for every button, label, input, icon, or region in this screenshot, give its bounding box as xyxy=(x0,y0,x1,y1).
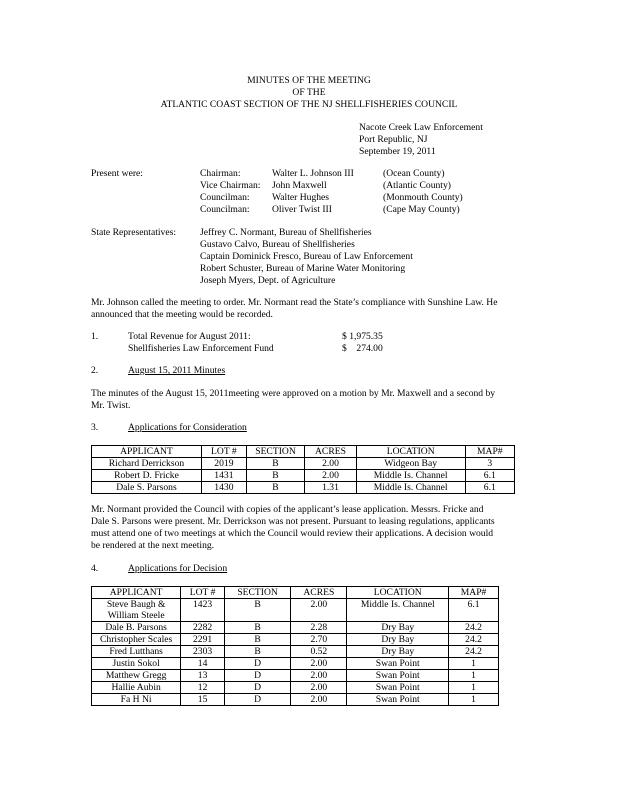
cell: 2282 xyxy=(181,622,225,634)
cell: B xyxy=(224,599,290,622)
present-name: Oliver Twist III xyxy=(272,204,332,215)
cell: B xyxy=(246,458,304,470)
cell: 3 xyxy=(465,458,514,470)
consideration-table xyxy=(91,445,515,494)
cell: 1423 xyxy=(181,599,225,622)
table-row xyxy=(92,622,499,634)
table-row xyxy=(92,599,499,622)
cell: Fa H Ni xyxy=(92,694,181,706)
present-role: Chairman: xyxy=(200,168,241,179)
col-header: SECTION xyxy=(246,446,304,458)
intro-line-2: announced that the meeting would be recorded. xyxy=(91,309,273,320)
cell: D xyxy=(224,670,290,682)
cell: B xyxy=(246,470,304,482)
location-line-1: Nacote Creek Law Enforcement xyxy=(359,122,483,133)
revenue-value: $ 1,975.35 xyxy=(342,331,383,342)
consideration-para-line-4: be rendered at the next meeting. xyxy=(91,540,215,551)
applicant-line-1: Steve Baugh & xyxy=(106,599,166,610)
cell xyxy=(92,599,181,622)
state-rep: Jeffrey C. Normant, Bureau of Shellfisheries xyxy=(200,227,372,238)
cell: 2303 xyxy=(181,646,225,658)
cell: 15 xyxy=(181,694,225,706)
table-row xyxy=(92,634,499,646)
cell: Middle Is. Channel xyxy=(356,482,465,494)
cell: Dry Bay xyxy=(347,634,449,646)
cell: 1 xyxy=(449,682,499,694)
cell: 1 xyxy=(449,694,499,706)
cell: 1 xyxy=(449,658,499,670)
col-header: ACRES xyxy=(291,587,347,599)
cell: 2291 xyxy=(181,634,225,646)
cell: 1.31 xyxy=(305,482,357,494)
cell: 24.2 xyxy=(449,622,499,634)
fund-label: Shellfisheries Law Enforcement Fund xyxy=(128,343,274,354)
cell: 12 xyxy=(181,682,225,694)
cell: 6.1 xyxy=(465,470,514,482)
cell: 24.2 xyxy=(449,634,499,646)
col-header: APPLICANT xyxy=(92,446,202,458)
cell: Middle Is. Channel xyxy=(347,599,449,622)
cell: Dale B. Parsons xyxy=(92,622,181,634)
cell: 6.1 xyxy=(449,599,499,622)
cell: 2.00 xyxy=(291,658,347,670)
applicant-line-2: William Steele xyxy=(107,610,165,621)
present-county: (Ocean County) xyxy=(383,168,445,179)
cell: Matthew Gregg xyxy=(92,670,181,682)
cell: Swan Point xyxy=(347,670,449,682)
state-reps-label: State Representatives: xyxy=(91,227,176,238)
minutes-line-1: The minutes of the August 15, 2011meeting were approved on a motion by Mr. Maxwell and a second by xyxy=(91,388,496,399)
present-name: John Maxwell xyxy=(272,180,327,191)
col-header: ACRES xyxy=(305,446,357,458)
cell: Dry Bay xyxy=(347,622,449,634)
cell: Christopher Scales xyxy=(92,634,181,646)
cell: 2.00 xyxy=(291,694,347,706)
present-role: Councilman: xyxy=(200,192,250,203)
revenue-label: Total Revenue for August 2011: xyxy=(128,331,251,342)
cell: Swan Point xyxy=(347,658,449,670)
col-header: APPLICANT xyxy=(92,587,181,599)
table-header-row xyxy=(92,587,499,599)
cell: Swan Point xyxy=(347,694,449,706)
title-line-3: ATLANTIC COAST SECTION OF THE NJ SHELLFISHERIES COUNCIL xyxy=(160,99,458,110)
cell: B xyxy=(246,482,304,494)
present-role: Councilman: xyxy=(200,204,250,215)
table-row xyxy=(92,682,499,694)
title-line-2: OF THE xyxy=(292,87,326,98)
col-header: LOT # xyxy=(181,587,225,599)
consideration-para-line-3: must attend one of two meetings at which the Council would review their applications. A decision would xyxy=(91,528,494,539)
cell: 2.00 xyxy=(291,670,347,682)
item-2-heading: August 15, 2011 Minutes xyxy=(128,365,226,376)
col-header: LOCATION xyxy=(356,446,465,458)
intro-line-1: Mr. Johnson called the meeting to order. Mr. Normant read the State’s compliance with Sunshine Law. He xyxy=(91,297,498,308)
present-label: Present were: xyxy=(91,168,143,179)
consideration-para-line-1: Mr. Normant provided the Council with copies of the applicant’s lease application. Messrs. Fricke and xyxy=(91,504,484,515)
cell: Widgeon Bay xyxy=(356,458,465,470)
present-name: Walter Hughes xyxy=(272,192,330,203)
cell: Richard Derrickson xyxy=(92,458,202,470)
cell: Swan Point xyxy=(347,682,449,694)
item-1-number: 1. xyxy=(91,331,99,342)
table-row xyxy=(92,694,499,706)
cell: D xyxy=(224,694,290,706)
table-row xyxy=(92,658,499,670)
state-rep: Robert Schuster, Bureau of Marine Water Monitoring xyxy=(200,263,406,274)
col-header: SECTION xyxy=(224,587,290,599)
cell: 2.00 xyxy=(305,470,357,482)
cell: 1431 xyxy=(201,470,246,482)
table-row xyxy=(92,646,499,658)
cell: Hallie Aubin xyxy=(92,682,181,694)
present-name: Walter L. Johnson III xyxy=(272,168,354,179)
cell: Dale S. Parsons xyxy=(92,482,202,494)
cell: D xyxy=(224,682,290,694)
cell: 2019 xyxy=(201,458,246,470)
cell: 14 xyxy=(181,658,225,670)
cell: 0.52 xyxy=(291,646,347,658)
fund-value: $ 274.00 xyxy=(342,343,383,354)
cell: 2.70 xyxy=(291,634,347,646)
cell: B xyxy=(224,646,290,658)
cell: Dry Bay xyxy=(347,646,449,658)
table-row xyxy=(92,670,499,682)
cell: 24.2 xyxy=(449,646,499,658)
item-4-number: 4. xyxy=(91,563,99,574)
cell: 2.00 xyxy=(291,599,347,622)
table-row xyxy=(92,470,515,482)
table-header-row xyxy=(92,446,515,458)
location-line-2: Port Republic, NJ xyxy=(359,134,428,145)
col-header: MAP# xyxy=(465,446,514,458)
cell: 6.1 xyxy=(465,482,514,494)
cell: B xyxy=(224,634,290,646)
col-header: MAP# xyxy=(449,587,499,599)
present-county: (Cape May County) xyxy=(383,204,460,215)
item-3-number: 3. xyxy=(91,422,99,433)
cell: D xyxy=(224,658,290,670)
cell: 13 xyxy=(181,670,225,682)
state-rep: Gustavo Calvo, Bureau of Shellfisheries xyxy=(200,239,355,250)
cell: 2.28 xyxy=(291,622,347,634)
table-row xyxy=(92,458,515,470)
cell: Middle Is. Channel xyxy=(356,470,465,482)
cell: Fred Lutthans xyxy=(92,646,181,658)
consideration-para-line-2: Dale S. Parsons were present. Mr. Derrickson was not present. Pursuant to leasing regulations, applicants xyxy=(91,516,495,527)
state-rep: Joseph Myers, Dept. of Agriculture xyxy=(200,275,336,286)
minutes-line-2: Mr. Twist. xyxy=(91,400,131,411)
cell: 1 xyxy=(449,670,499,682)
item-4-heading: Applications for Decision xyxy=(128,563,228,574)
cell: Justin Sokol xyxy=(92,658,181,670)
table-row xyxy=(92,482,515,494)
state-rep: Captain Dominick Fresco, Bureau of Law Enforcement xyxy=(200,251,413,262)
item-2-number: 2. xyxy=(91,365,99,376)
title-line-1: MINUTES OF THE MEETING xyxy=(247,75,371,86)
present-role: Vice Chairman: xyxy=(200,180,261,191)
cell: 1430 xyxy=(201,482,246,494)
meeting-date: September 19, 2011 xyxy=(359,146,436,157)
present-county: (Atlantic County) xyxy=(383,180,451,191)
cell: Robert D. Fricke xyxy=(92,470,202,482)
decision-table xyxy=(91,586,499,706)
present-county: (Monmouth County) xyxy=(383,192,463,203)
item-3-heading: Applications for Consideration xyxy=(128,422,247,433)
col-header: LOCATION xyxy=(347,587,449,599)
cell: 2.00 xyxy=(305,458,357,470)
col-header: LOT # xyxy=(201,446,246,458)
cell: 2.00 xyxy=(291,682,347,694)
cell: B xyxy=(224,622,290,634)
